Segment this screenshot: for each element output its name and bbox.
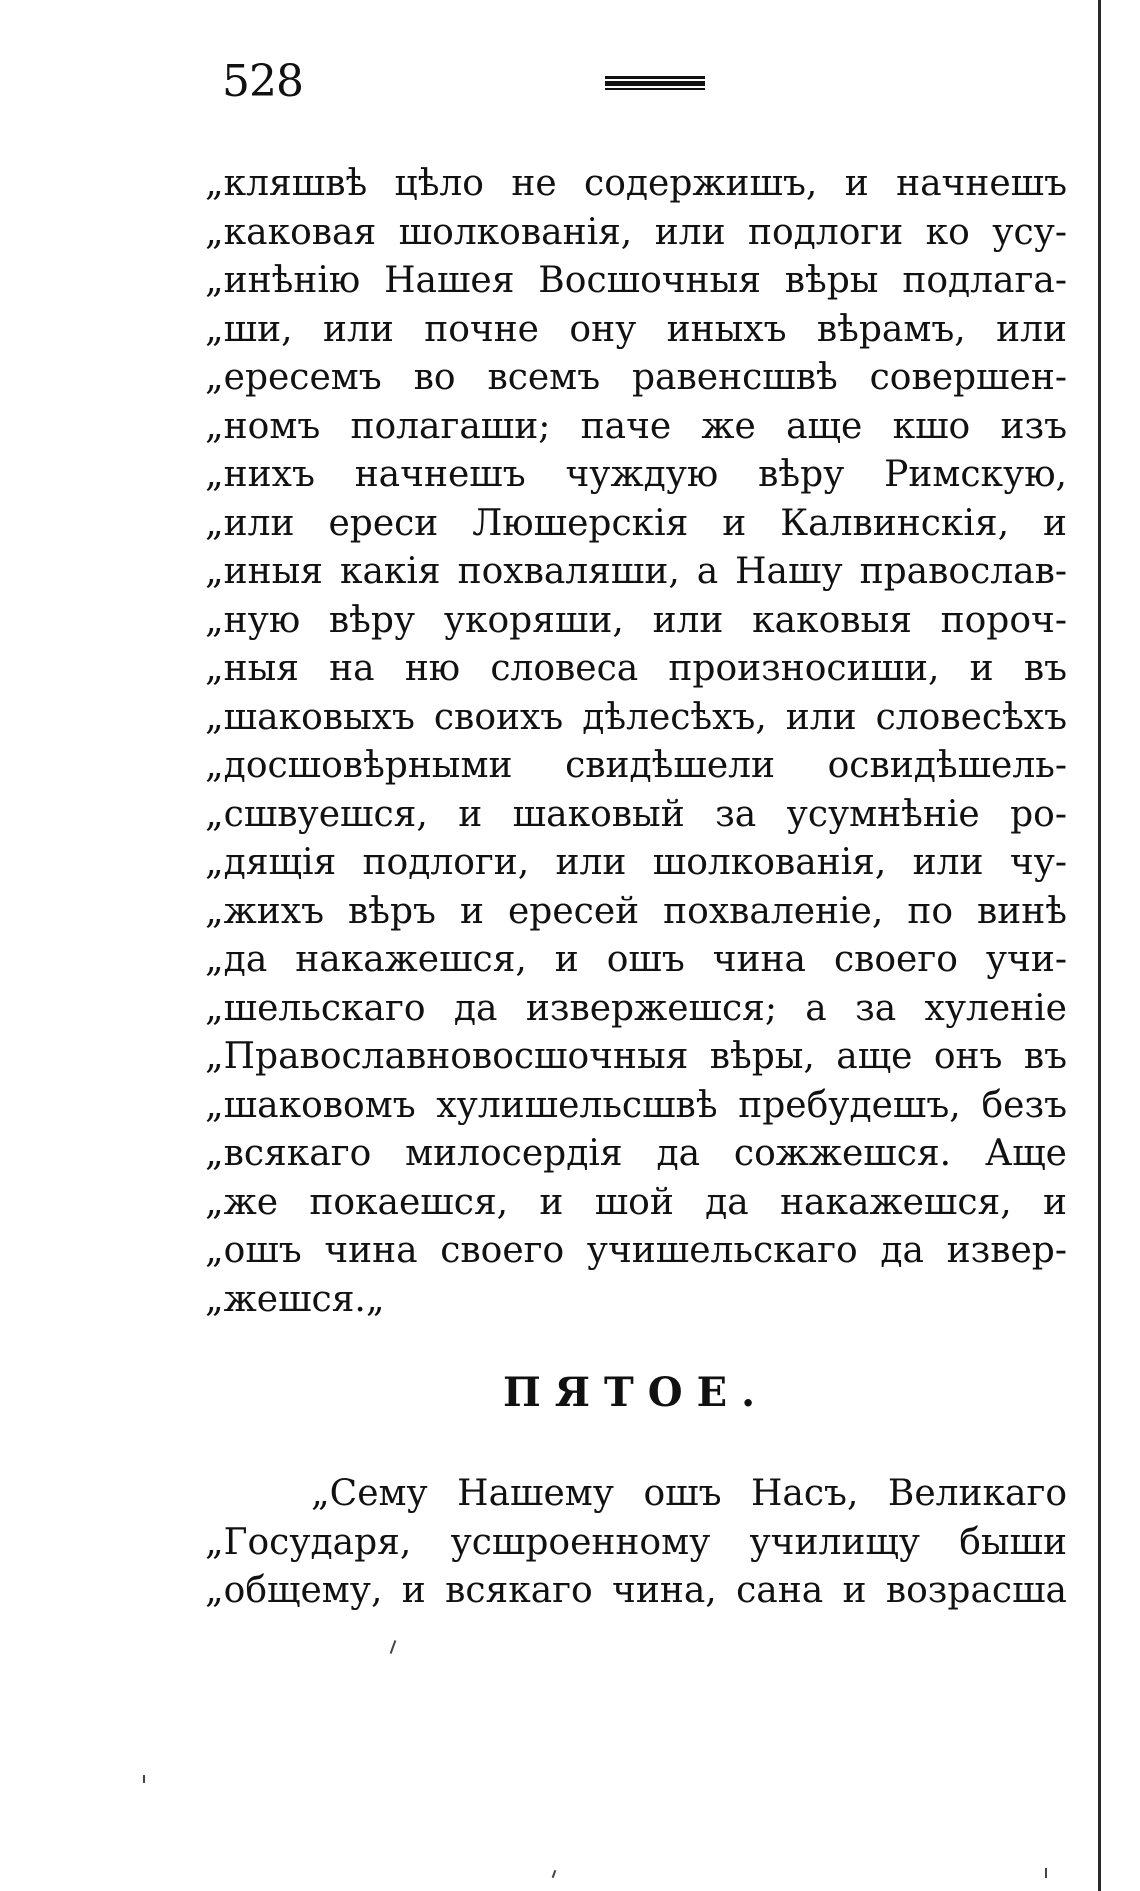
text-line: „Государя, усшроенному училищу быши xyxy=(205,1521,1067,1563)
text-line: „нихъ начнешъ чуждую вѣру Римскую, xyxy=(205,454,1067,495)
scan-speck xyxy=(552,1870,557,1878)
text-line: „Сему Нашему ошъ Насъ, Великаго xyxy=(311,1473,1067,1514)
scan-speck xyxy=(1045,1868,1047,1878)
text-line: „иныя какія похваляши, а Нашу православ- xyxy=(205,551,1067,592)
text-line: „да накажешся, и ошъ чина своего учи- xyxy=(205,939,1067,980)
text-line: „шаковыхъ своихъ дѣлесѣхъ, или словесѣхъ xyxy=(205,696,1067,738)
text-line: „каковая шолкованія, или подлоги ко усу- xyxy=(205,211,1067,253)
text-line: „номъ полагаши; паче же аще кшо изъ xyxy=(205,405,1067,447)
paragraph-2 xyxy=(205,1470,1067,1616)
text-line: „сшвуешся, и шаковый за усумнѣніе ро- xyxy=(205,793,1067,835)
text-line: „Православновосшочныя вѣры, аще онъ въ xyxy=(205,1036,1067,1077)
text-line: „кляшвѣ цѣло не содержишъ, и начнешъ xyxy=(205,163,1067,204)
text-line: „ныя на ню словеса произносиши, и въ xyxy=(205,648,1067,689)
text-line: „или ереси Люшерскія и Калвинскія, и xyxy=(205,502,1067,544)
text-line: „ересемъ во всемъ равенсшвѣ совершен- xyxy=(205,357,1067,398)
text-line: „ную вѣру укоряши, или каковыя пороч- xyxy=(205,599,1067,641)
text-line: „жешся.„ xyxy=(205,1278,385,1320)
scan-speck xyxy=(143,1775,145,1783)
text-line: „шаковомъ хулишельсшвѣ пребудешъ, безъ xyxy=(205,1084,1067,1126)
text-line: „шельскаго да извержешся; а за хуленіе xyxy=(205,987,1067,1029)
header-ornament xyxy=(605,76,705,90)
text-line: „инѣнію Нашея Восшочныя вѣры подлага- xyxy=(205,260,1067,301)
text-line: „же покаешся, и шой да накажешся, и xyxy=(205,1181,1067,1223)
page-number: 528 xyxy=(222,56,303,107)
text-line: „жихъ вѣръ и ересей похваленіе, по винѣ xyxy=(205,890,1067,932)
scan-speck xyxy=(390,1640,397,1654)
text-line: „всякаго милосердія да сожжешся. Аще xyxy=(205,1133,1067,1174)
page-edge-line xyxy=(1098,0,1101,1891)
section-title: ПЯТОЕ. xyxy=(502,1369,770,1416)
paragraph-1 xyxy=(205,160,1067,1324)
text-line: „ошъ чина своего учишельскаго да извер- xyxy=(205,1230,1067,1271)
text-line: „общему, и всякаго чина, сана и возрасша xyxy=(205,1570,1067,1611)
text-line: „дящія подлоги, или шолкованія, или чу- xyxy=(205,842,1067,883)
text-line: „ши, или почне ону иныхъ вѣрамъ, или xyxy=(205,308,1067,350)
text-line: „досшовѣрными свидѣшели освидѣшель- xyxy=(205,745,1067,786)
